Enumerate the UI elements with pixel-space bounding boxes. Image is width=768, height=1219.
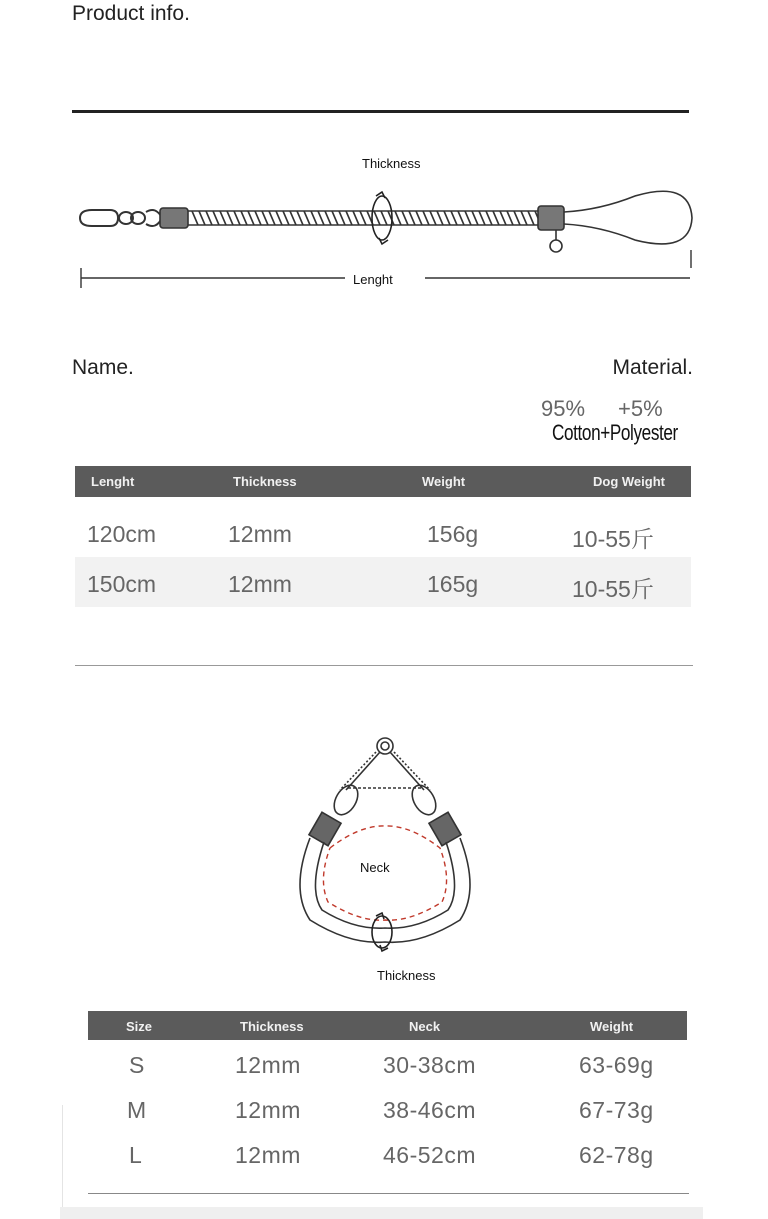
cotton-percent: 95%	[541, 396, 586, 421]
collar-diagram	[270, 730, 500, 990]
cell-size: L	[129, 1142, 143, 1168]
leash-thickness-label: Thickness	[362, 156, 421, 171]
material-composition: Cotton+Polyester	[552, 420, 678, 445]
cell-weight: 156g	[427, 521, 479, 547]
bottom-divider	[88, 1193, 689, 1194]
cell-thickness: 12mm	[228, 521, 292, 547]
table-row	[88, 1085, 687, 1130]
header-neck: Neck	[409, 1019, 441, 1034]
thickness-rotation-icon	[372, 913, 392, 951]
cell-thickness: 12mm	[228, 571, 292, 597]
header-weight: Weight	[590, 1019, 634, 1034]
section-divider	[75, 665, 693, 666]
leash-length-label: Lenght	[353, 272, 393, 287]
leash-diagram	[60, 150, 720, 300]
header-size: Size	[126, 1019, 153, 1034]
cell-weight: 165g	[427, 571, 479, 597]
leash-rope	[160, 191, 692, 252]
cell-thickness: 12mm	[235, 1097, 301, 1123]
cell-weight: 62-78g	[579, 1142, 654, 1168]
cell-size: S	[129, 1052, 145, 1078]
clip-icon	[80, 210, 162, 226]
name-label: Name.	[72, 356, 134, 379]
table-header	[75, 466, 691, 497]
header-thickness: Thickness	[240, 1019, 304, 1034]
thickness-rotation-icon	[372, 192, 392, 244]
cell-neck: 46-52cm	[383, 1142, 476, 1168]
table-row	[75, 557, 691, 607]
neck-label: Neck	[360, 860, 390, 875]
table-row	[75, 507, 691, 557]
header-weight: Weight	[422, 474, 466, 489]
table-header	[88, 1011, 687, 1040]
polyester-percent: +5%	[618, 396, 663, 421]
header-dog-weight: Dog Weight	[593, 474, 665, 489]
cell-weight: 63-69g	[579, 1052, 654, 1078]
page-title: Product info.	[72, 2, 190, 25]
table-row	[88, 1040, 687, 1085]
header-length: Lenght	[91, 474, 135, 489]
cell-thickness: 12mm	[235, 1052, 301, 1078]
collar-rope	[300, 738, 470, 942]
cell-size: M	[127, 1097, 147, 1123]
cell-dog-weight: 10-55斤	[572, 526, 654, 552]
header-thickness: Thickness	[233, 474, 297, 489]
cell-neck: 30-38cm	[383, 1052, 476, 1078]
footer-band	[60, 1207, 703, 1219]
cell-neck: 38-46cm	[383, 1097, 476, 1123]
leash-spec-table	[75, 466, 691, 607]
table-row	[88, 1130, 687, 1175]
cell-weight: 67-73g	[579, 1097, 654, 1123]
side-divider	[62, 1105, 63, 1207]
cell-thickness: 12mm	[235, 1142, 301, 1168]
material-label: Material.	[612, 356, 693, 379]
cell-dog-weight: 10-55斤	[572, 576, 654, 602]
top-divider	[72, 110, 689, 113]
cell-length: 120cm	[87, 521, 157, 547]
collar-size-table	[88, 1011, 687, 1175]
collar-thickness-label: Thickness	[377, 968, 436, 983]
cell-length: 150cm	[87, 571, 157, 597]
